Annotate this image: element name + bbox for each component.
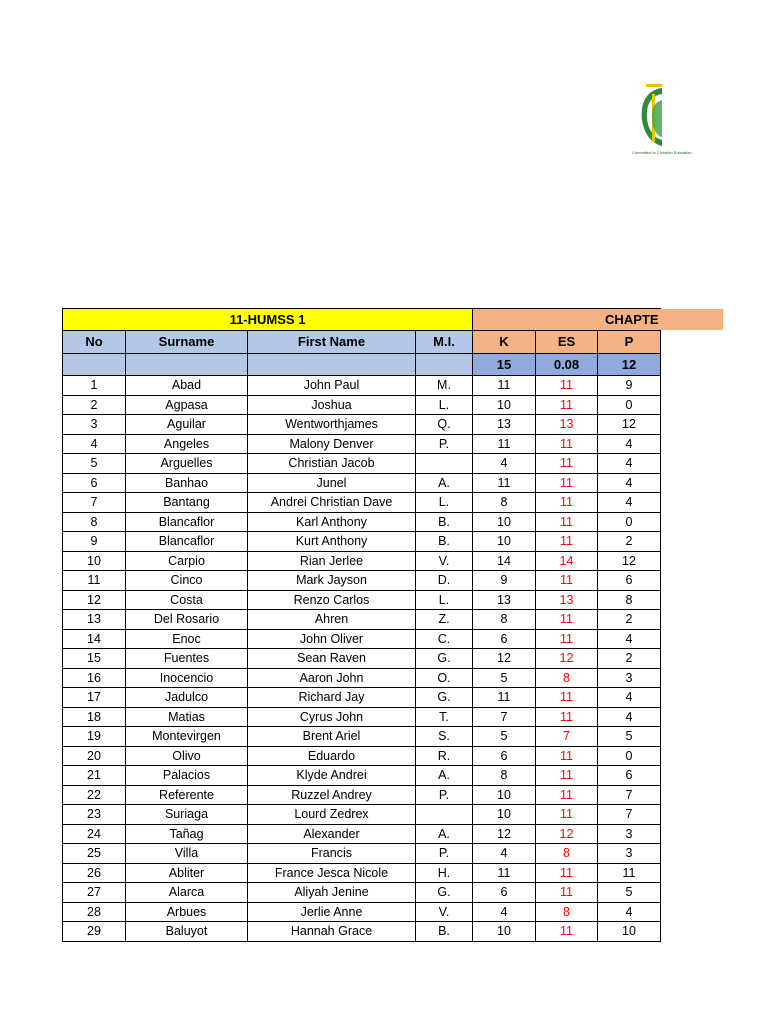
cell-k: 10 xyxy=(473,512,536,532)
cell-no: 14 xyxy=(63,629,126,649)
max-score-row xyxy=(63,354,661,376)
cell-no: 10 xyxy=(63,551,126,571)
cell-first-name: Ahren xyxy=(248,610,416,630)
cell-first-name: Alexander xyxy=(248,824,416,844)
cell-es: 8 xyxy=(536,844,598,864)
table-row xyxy=(63,629,661,649)
cell-no: 23 xyxy=(63,805,126,825)
cell-p: 10 xyxy=(598,922,661,942)
cell-surname: Del Rosario xyxy=(126,610,248,630)
cell-es: 11 xyxy=(536,785,598,805)
cell-k: 4 xyxy=(473,902,536,922)
cell-k: 13 xyxy=(473,590,536,610)
cell-surname: Carpio xyxy=(126,551,248,571)
cell-k: 6 xyxy=(473,629,536,649)
cell-k: 11 xyxy=(473,434,536,454)
cell-first-name: Aliyah Jenine xyxy=(248,883,416,903)
cell-k: 12 xyxy=(473,649,536,669)
table-row xyxy=(63,493,661,513)
cell-k: 8 xyxy=(473,766,536,786)
cell-k: 12 xyxy=(473,824,536,844)
cell-first-name: Wentworthjames xyxy=(248,415,416,435)
cell-p: 4 xyxy=(598,473,661,493)
cell-p: 0 xyxy=(598,746,661,766)
cell-mi: S. xyxy=(416,727,473,747)
cell-first-name: John Oliver xyxy=(248,629,416,649)
cell-p: 7 xyxy=(598,805,661,825)
table-row xyxy=(63,766,661,786)
grade-table xyxy=(62,308,661,942)
cell-p: 4 xyxy=(598,688,661,708)
cell-surname: Matias xyxy=(126,707,248,727)
cell-surname: Arbues xyxy=(126,902,248,922)
cell-p: 0 xyxy=(598,512,661,532)
cell-first-name: Lourd Zedrex xyxy=(248,805,416,825)
cell-no: 29 xyxy=(63,922,126,942)
cell-first-name: Brent Ariel xyxy=(248,727,416,747)
cell-no: 19 xyxy=(63,727,126,747)
cell-p: 4 xyxy=(598,629,661,649)
cell-no: 15 xyxy=(63,649,126,669)
cell-es: 8 xyxy=(536,902,598,922)
max-empty-first xyxy=(248,354,416,376)
cell-mi: L. xyxy=(416,395,473,415)
cell-mi: G. xyxy=(416,688,473,708)
cell-p: 11 xyxy=(598,863,661,883)
cell-no: 1 xyxy=(63,376,126,396)
cell-mi: C. xyxy=(416,629,473,649)
cell-es: 11 xyxy=(536,922,598,942)
cell-first-name: Hannah Grace xyxy=(248,922,416,942)
table-row xyxy=(63,805,661,825)
table-row xyxy=(63,922,661,942)
cell-p: 5 xyxy=(598,727,661,747)
cell-mi: Q. xyxy=(416,415,473,435)
cell-surname: Bantang xyxy=(126,493,248,513)
cell-es: 11 xyxy=(536,883,598,903)
table-row xyxy=(63,746,661,766)
cell-surname: Costa xyxy=(126,590,248,610)
cell-es: 8 xyxy=(536,668,598,688)
cell-first-name: Malony Denver xyxy=(248,434,416,454)
cell-es: 11 xyxy=(536,629,598,649)
cell-es: 12 xyxy=(536,649,598,669)
cell-first-name: Rian Jerlee xyxy=(248,551,416,571)
cell-surname: Agpasa xyxy=(126,395,248,415)
table-row xyxy=(63,727,661,747)
cell-mi: B. xyxy=(416,532,473,552)
header-first-name: First Name xyxy=(248,331,416,354)
cell-surname: Abad xyxy=(126,376,248,396)
cell-first-name: Junel xyxy=(248,473,416,493)
cell-mi: H. xyxy=(416,863,473,883)
cell-mi: D. xyxy=(416,571,473,591)
cell-k: 6 xyxy=(473,746,536,766)
table-row xyxy=(63,512,661,532)
table-row xyxy=(63,415,661,435)
cell-surname: Olivo xyxy=(126,746,248,766)
cell-mi: M. xyxy=(416,376,473,396)
cell-surname: Banhao xyxy=(126,473,248,493)
cell-mi xyxy=(416,454,473,474)
cell-surname: Cinco xyxy=(126,571,248,591)
cell-no: 18 xyxy=(63,707,126,727)
cell-k: 14 xyxy=(473,551,536,571)
cell-surname: Arguelles xyxy=(126,454,248,474)
cell-es: 11 xyxy=(536,512,598,532)
cell-no: 20 xyxy=(63,746,126,766)
cell-surname: Palacios xyxy=(126,766,248,786)
cell-no: 17 xyxy=(63,688,126,708)
cell-mi: A. xyxy=(416,473,473,493)
table-row xyxy=(63,649,661,669)
cell-mi: P. xyxy=(416,785,473,805)
cell-no: 12 xyxy=(63,590,126,610)
cell-mi: L. xyxy=(416,493,473,513)
cell-k: 8 xyxy=(473,610,536,630)
cell-first-name: Sean Raven xyxy=(248,649,416,669)
table-row xyxy=(63,571,661,591)
table-row xyxy=(63,454,661,474)
cell-es: 11 xyxy=(536,707,598,727)
title-row xyxy=(63,309,661,331)
cell-surname: Angeles xyxy=(126,434,248,454)
cell-p: 7 xyxy=(598,785,661,805)
cell-es: 11 xyxy=(536,571,598,591)
cell-k: 6 xyxy=(473,883,536,903)
cell-first-name: Aaron John xyxy=(248,668,416,688)
logo-caption: Committed to Christian Education xyxy=(632,150,692,155)
cell-surname: Suriaga xyxy=(126,805,248,825)
cell-mi: G. xyxy=(416,649,473,669)
cell-k: 4 xyxy=(473,454,536,474)
max-score-p: 12 xyxy=(598,354,661,376)
table-row xyxy=(63,668,661,688)
cell-mi xyxy=(416,805,473,825)
cell-es: 11 xyxy=(536,805,598,825)
table-row xyxy=(63,551,661,571)
cell-mi: P. xyxy=(416,434,473,454)
cell-es: 11 xyxy=(536,434,598,454)
cell-surname: Blancaflor xyxy=(126,512,248,532)
cell-mi: B. xyxy=(416,512,473,532)
cell-es: 11 xyxy=(536,493,598,513)
cell-mi: P. xyxy=(416,844,473,864)
cell-first-name: Mark Jayson xyxy=(248,571,416,591)
cell-p: 4 xyxy=(598,454,661,474)
cell-es: 11 xyxy=(536,863,598,883)
table-row xyxy=(63,376,661,396)
cell-k: 11 xyxy=(473,473,536,493)
header-k: K xyxy=(473,331,536,354)
cell-no: 9 xyxy=(63,532,126,552)
cell-es: 11 xyxy=(536,610,598,630)
cell-surname: Blancaflor xyxy=(126,532,248,552)
header-surname: Surname xyxy=(126,331,248,354)
cell-es: 11 xyxy=(536,454,598,474)
cell-mi: B. xyxy=(416,922,473,942)
cell-k: 5 xyxy=(473,727,536,747)
cell-k: 7 xyxy=(473,707,536,727)
cell-mi: L. xyxy=(416,590,473,610)
table-row xyxy=(63,532,661,552)
header-p: P xyxy=(598,331,661,354)
cell-no: 24 xyxy=(63,824,126,844)
cell-first-name: Kurt Anthony xyxy=(248,532,416,552)
cell-no: 13 xyxy=(63,610,126,630)
max-score-es: 0.08 xyxy=(536,354,598,376)
cell-mi: Z. xyxy=(416,610,473,630)
table-row xyxy=(63,610,661,630)
cell-p: 8 xyxy=(598,590,661,610)
cell-p: 2 xyxy=(598,649,661,669)
cell-k: 9 xyxy=(473,571,536,591)
cell-mi: A. xyxy=(416,766,473,786)
cell-mi: G. xyxy=(416,883,473,903)
cell-es: 11 xyxy=(536,395,598,415)
cell-k: 8 xyxy=(473,493,536,513)
cell-first-name: France Jesca Nicole xyxy=(248,863,416,883)
cell-surname: Enoc xyxy=(126,629,248,649)
table-row xyxy=(63,473,661,493)
cell-no: 3 xyxy=(63,415,126,435)
cell-mi: R. xyxy=(416,746,473,766)
cell-mi: T. xyxy=(416,707,473,727)
cell-k: 10 xyxy=(473,805,536,825)
student-rows xyxy=(63,376,661,942)
cell-first-name: Joshua xyxy=(248,395,416,415)
cell-surname: Villa xyxy=(126,844,248,864)
cell-no: 4 xyxy=(63,434,126,454)
cell-no: 25 xyxy=(63,844,126,864)
cell-surname: Abliter xyxy=(126,863,248,883)
cell-first-name: Karl Anthony xyxy=(248,512,416,532)
cell-es: 13 xyxy=(536,590,598,610)
cell-no: 26 xyxy=(63,863,126,883)
cell-no: 2 xyxy=(63,395,126,415)
chapter-label: CHAPTE xyxy=(473,309,661,331)
cell-k: 10 xyxy=(473,395,536,415)
max-score-k: 15 xyxy=(473,354,536,376)
cell-p: 6 xyxy=(598,571,661,591)
cell-es: 11 xyxy=(536,532,598,552)
cell-p: 4 xyxy=(598,493,661,513)
cell-es: 11 xyxy=(536,766,598,786)
max-empty-surname xyxy=(126,354,248,376)
max-empty-mi xyxy=(416,354,473,376)
cell-p: 3 xyxy=(598,844,661,864)
cell-p: 0 xyxy=(598,395,661,415)
cell-first-name: Eduardo xyxy=(248,746,416,766)
table-row xyxy=(63,883,661,903)
cell-p: 9 xyxy=(598,376,661,396)
cell-es: 14 xyxy=(536,551,598,571)
cell-es: 11 xyxy=(536,376,598,396)
cell-surname: Referente xyxy=(126,785,248,805)
cell-p: 12 xyxy=(598,415,661,435)
cell-p: 2 xyxy=(598,610,661,630)
table-row xyxy=(63,902,661,922)
table-row xyxy=(63,824,661,844)
cell-no: 27 xyxy=(63,883,126,903)
cell-k: 5 xyxy=(473,668,536,688)
cell-no: 5 xyxy=(63,454,126,474)
cell-no: 7 xyxy=(63,493,126,513)
cell-mi: V. xyxy=(416,551,473,571)
cell-surname: Tañag xyxy=(126,824,248,844)
table-row xyxy=(63,688,661,708)
cell-surname: Baluyot xyxy=(126,922,248,942)
chapter-header-extension xyxy=(661,309,723,330)
cell-p: 4 xyxy=(598,707,661,727)
cell-k: 10 xyxy=(473,785,536,805)
table-row xyxy=(63,434,661,454)
cell-first-name: John Paul xyxy=(248,376,416,396)
cell-first-name: Renzo Carlos xyxy=(248,590,416,610)
cell-p: 12 xyxy=(598,551,661,571)
cell-k: 11 xyxy=(473,376,536,396)
cell-k: 13 xyxy=(473,415,536,435)
cell-no: 6 xyxy=(63,473,126,493)
cell-surname: Fuentes xyxy=(126,649,248,669)
cell-mi: A. xyxy=(416,824,473,844)
cell-p: 5 xyxy=(598,883,661,903)
cell-no: 11 xyxy=(63,571,126,591)
header-mi: M.I. xyxy=(416,331,473,354)
max-empty-no xyxy=(63,354,126,376)
cell-surname: Inocencio xyxy=(126,668,248,688)
cell-first-name: Richard Jay xyxy=(248,688,416,708)
cell-no: 22 xyxy=(63,785,126,805)
cell-k: 11 xyxy=(473,688,536,708)
cell-p: 3 xyxy=(598,668,661,688)
header-no: No xyxy=(63,331,126,354)
cell-es: 11 xyxy=(536,473,598,493)
cell-first-name: Andrei Christian Dave xyxy=(248,493,416,513)
cell-no: 8 xyxy=(63,512,126,532)
table-row xyxy=(63,863,661,883)
cell-surname: Aguilar xyxy=(126,415,248,435)
cell-p: 2 xyxy=(598,532,661,552)
table-row xyxy=(63,707,661,727)
cell-p: 4 xyxy=(598,434,661,454)
cell-k: 11 xyxy=(473,863,536,883)
cell-p: 3 xyxy=(598,824,661,844)
header-es: ES xyxy=(536,331,598,354)
cell-surname: Jadulco xyxy=(126,688,248,708)
cell-p: 6 xyxy=(598,766,661,786)
school-seal-icon xyxy=(640,80,662,158)
table-row xyxy=(63,844,661,864)
cell-first-name: Ruzzel Andrey xyxy=(248,785,416,805)
cell-es: 7 xyxy=(536,727,598,747)
cell-es: 13 xyxy=(536,415,598,435)
cell-surname: Montevirgen xyxy=(126,727,248,747)
cell-mi: O. xyxy=(416,668,473,688)
cell-mi: V. xyxy=(416,902,473,922)
cell-es: 11 xyxy=(536,746,598,766)
cell-first-name: Cyrus John xyxy=(248,707,416,727)
cell-p: 4 xyxy=(598,902,661,922)
cell-k: 10 xyxy=(473,922,536,942)
cell-no: 21 xyxy=(63,766,126,786)
cell-k: 4 xyxy=(473,844,536,864)
cell-first-name: Klyde Andrei xyxy=(248,766,416,786)
cell-surname: Alarca xyxy=(126,883,248,903)
cell-no: 16 xyxy=(63,668,126,688)
cell-es: 12 xyxy=(536,824,598,844)
cell-first-name: Jerlie Anne xyxy=(248,902,416,922)
table-row xyxy=(63,785,661,805)
cell-first-name: Christian Jacob xyxy=(248,454,416,474)
table-row xyxy=(63,395,661,415)
cell-first-name: Francis xyxy=(248,844,416,864)
class-name: 11-HUMSS 1 xyxy=(63,309,473,331)
header-row xyxy=(63,331,661,354)
cell-es: 11 xyxy=(536,688,598,708)
cell-k: 10 xyxy=(473,532,536,552)
cell-no: 28 xyxy=(63,902,126,922)
table-row xyxy=(63,590,661,610)
